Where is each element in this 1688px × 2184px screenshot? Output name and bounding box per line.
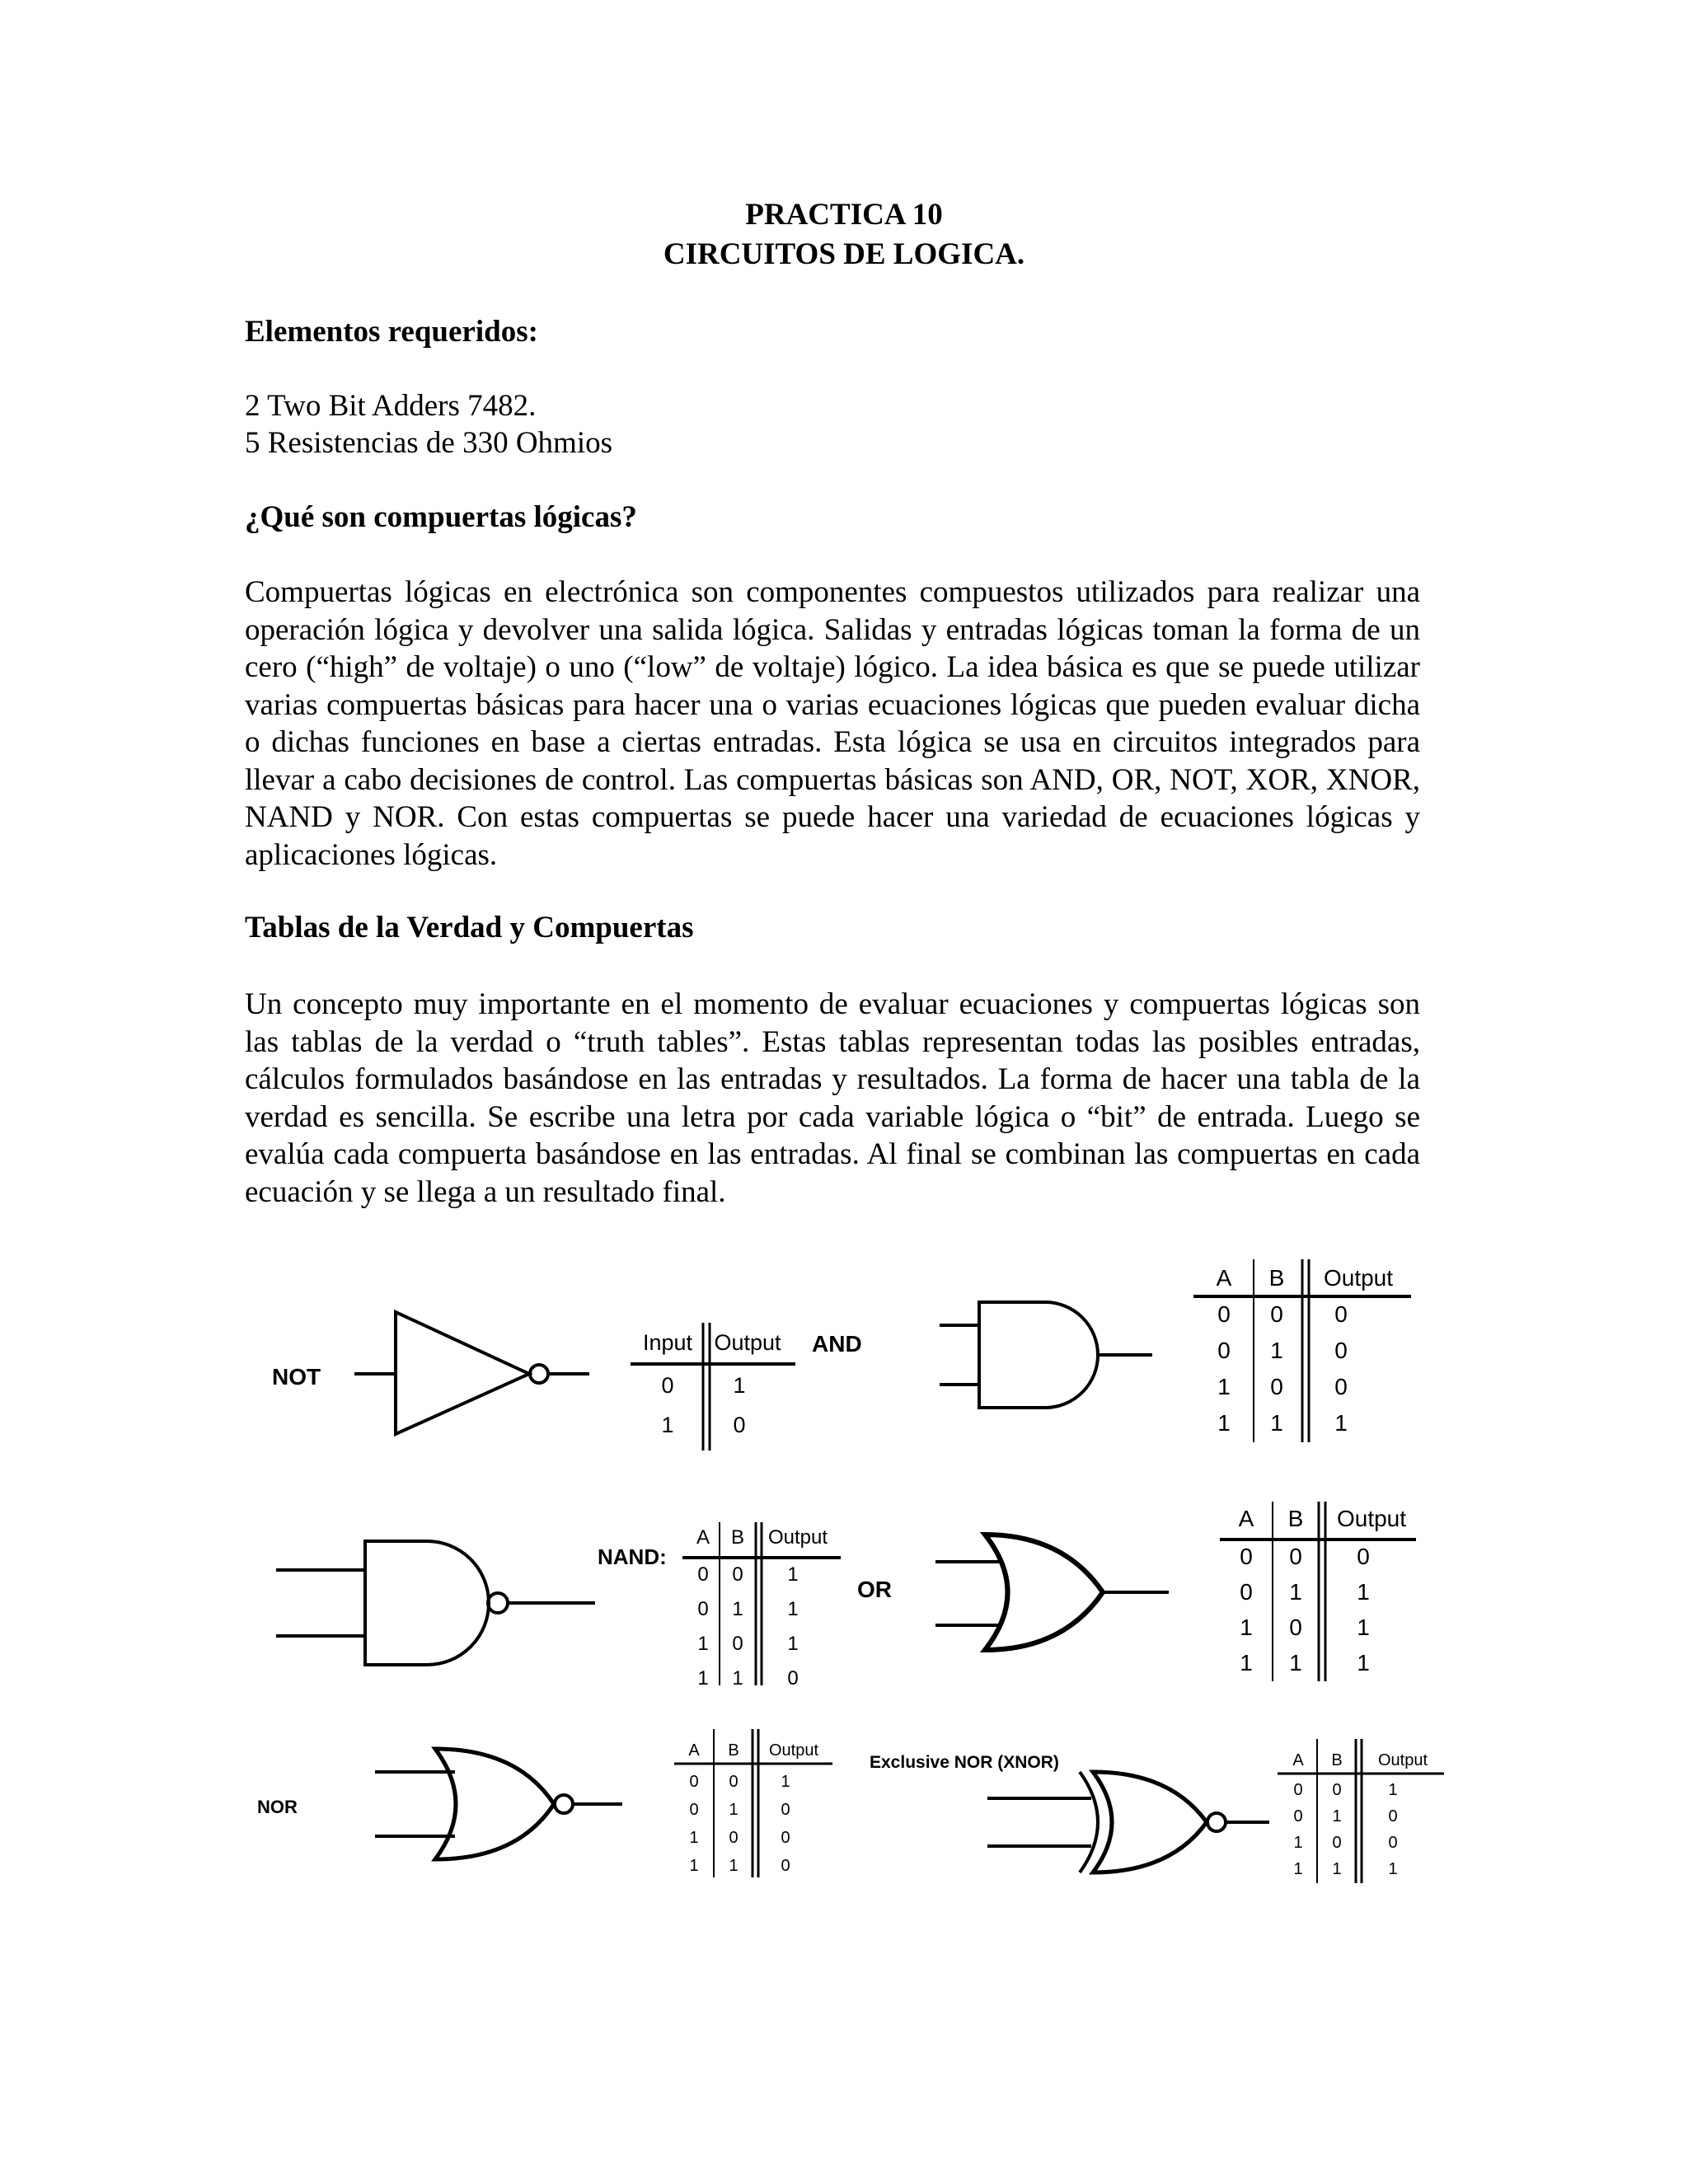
table-header: A — [688, 1741, 700, 1760]
table-cell: 1 — [732, 1598, 743, 1620]
xnor-truth-table — [1278, 1739, 1444, 1883]
or-gate-label: OR — [857, 1577, 892, 1602]
table-cell: 1 — [697, 1633, 709, 1655]
table-cell: 0 — [1217, 1338, 1231, 1363]
table-cell: 0 — [1332, 1834, 1342, 1852]
section-heading-gates: ¿Qué son compuertas lógicas? — [245, 500, 637, 534]
table-cell: 1 — [1270, 1410, 1283, 1436]
table-cell: 1 — [787, 1633, 799, 1655]
table-cell: 1 — [1388, 1781, 1398, 1799]
page-subtitle: CIRCUITOS DE LOGICA. — [663, 237, 1025, 271]
nor-truth-table — [674, 1729, 832, 1877]
table-header: B — [728, 1741, 739, 1760]
table-cell: 1 — [732, 1667, 743, 1690]
or-gate-symbol — [935, 1535, 1169, 1650]
table-cell: 0 — [1289, 1615, 1302, 1640]
table-cell: 0 — [1357, 1544, 1370, 1569]
table-cell: 1 — [1388, 1860, 1398, 1878]
table-cell: 0 — [1289, 1544, 1302, 1569]
table-cell: 1 — [1289, 1650, 1302, 1675]
table-cell: 0 — [729, 1773, 738, 1791]
and-gate-symbol — [940, 1302, 1152, 1408]
table-cell: 1 — [1332, 1807, 1342, 1825]
table-cell: 0 — [1217, 1301, 1231, 1327]
table-header: B — [1331, 1751, 1343, 1769]
table-cell: 0 — [689, 1801, 699, 1819]
table-cell: 1 — [1217, 1410, 1231, 1436]
table-cell: 1 — [1357, 1615, 1370, 1640]
table-cell: 0 — [1270, 1374, 1283, 1399]
table-cell: 1 — [689, 1829, 699, 1847]
not-gate-label: NOT — [272, 1364, 321, 1390]
not-gate-symbol — [354, 1312, 589, 1434]
table-cell: 1 — [787, 1598, 799, 1620]
table-header: A — [1292, 1751, 1304, 1769]
table-cell: 0 — [1334, 1374, 1348, 1399]
table-header: Output — [1377, 1751, 1428, 1769]
table-cell: 1 — [729, 1857, 738, 1875]
table-header: A — [696, 1526, 710, 1549]
nand-truth-table — [682, 1522, 841, 1690]
and-truth-table — [1193, 1259, 1411, 1442]
table-cell: 0 — [1334, 1301, 1348, 1327]
table-cell: 0 — [697, 1598, 709, 1620]
or-truth-table — [1220, 1502, 1416, 1681]
table-cell: 1 — [697, 1667, 709, 1690]
table-cell: 1 — [1357, 1579, 1370, 1605]
table-cell: 1 — [729, 1801, 738, 1819]
table-cell: 0 — [1293, 1781, 1303, 1799]
table-header: Input — [642, 1330, 693, 1355]
xnor-gate-label: Exclusive NOR (XNOR) — [870, 1753, 1059, 1772]
table-cell: 0 — [1270, 1301, 1283, 1327]
table-cell: 0 — [733, 1413, 746, 1437]
table-header: B — [1287, 1506, 1304, 1531]
table-header: B — [730, 1526, 745, 1549]
table-cell: 0 — [781, 1801, 790, 1819]
paragraph-gates: Compuertas lógicas en electrónica son componentes compuestos utilizados para realizar una operación lógica y devolver una salida lógica. Salidas y entradas lógicas toman la forma de un cero (“high” de voltaje) o uno (“low” de voltaje) lógico. La idea básica es que se puede utilizar varias compuertas básicas para hacer una o varias ecuaciones lógicas que pueden evaluar dicha o dichas funciones en base a ciertas entradas. Esta lógica se usa en circuitos integrados para llevar a cabo decisiones de control. Las compuertas básicas son AND, OR, NOT, XOR, XNOR, NAND y NOR. Con estas compuertas se puede hacer una variedad de ecuaciones lógicas y aplicaciones lógicas. — [245, 575, 1420, 872]
table-cell: 1 — [1293, 1834, 1303, 1852]
required-heading: Elementos requeridos: — [245, 315, 538, 349]
table-cell: 1 — [1293, 1860, 1303, 1878]
table-cell: 1 — [733, 1373, 746, 1398]
and-gate-label: AND — [812, 1331, 862, 1357]
table-cell: 0 — [732, 1633, 743, 1655]
table-header: Output — [768, 1741, 819, 1760]
table-header: B — [1268, 1265, 1285, 1291]
table-cell: 0 — [781, 1857, 790, 1875]
table-cell: 1 — [787, 1563, 799, 1586]
paragraph-truth-tables: Un concepto muy importante en el momento de evaluar ecuaciones y compuertas lógicas son las tablas de la verdad o “truth tables”. Estas tablas representan todas las posibles entradas, cálculos formulados basándose en las entradas y resultados. La forma de hacer una tabla de la verdad es sencilla. Se escribe una letra por cada variable lógica o “bit” de entrada. Luego se evalúa cada compuerta basándose en las entradas. Al final se combinan las compuertas en cada ecuación y se llega a un resultado final. — [245, 987, 1420, 1209]
table-cell: 0 — [1334, 1338, 1348, 1363]
table-header: Output — [1336, 1506, 1407, 1531]
table-cell: 1 — [689, 1857, 699, 1875]
table-header: A — [1216, 1265, 1232, 1291]
table-cell: 0 — [661, 1373, 674, 1398]
nor-gate-label: NOR — [257, 1797, 298, 1817]
nor-gate-symbol — [375, 1749, 622, 1859]
table-cell: 1 — [1240, 1615, 1253, 1640]
table-cell: 1 — [661, 1413, 674, 1437]
required-item: 5 Resistencias de 330 Ohmios — [245, 426, 613, 460]
table-cell: 0 — [1240, 1544, 1253, 1569]
required-item: 2 Two Bit Adders 7482. — [245, 389, 537, 423]
table-cell: 0 — [787, 1667, 799, 1690]
table-header: Output — [1323, 1265, 1394, 1291]
table-cell: 0 — [781, 1829, 790, 1847]
nand-gate-label: NAND: — [598, 1544, 667, 1569]
section-heading-truth-tables: Tablas de la Verdad y Compuertas — [245, 911, 694, 944]
xnor-gate-symbol — [987, 1772, 1269, 1872]
table-cell: 1 — [1357, 1650, 1370, 1675]
table-cell: 1 — [1289, 1579, 1302, 1605]
table-cell: 1 — [781, 1773, 790, 1791]
table-header: A — [1238, 1506, 1254, 1531]
table-cell: 1 — [1334, 1410, 1348, 1436]
nand-gate-symbol — [276, 1541, 595, 1665]
table-cell: 0 — [1240, 1579, 1253, 1605]
table-cell: 1 — [1270, 1338, 1283, 1363]
table-cell: 1 — [1240, 1650, 1253, 1675]
not-truth-table — [631, 1323, 795, 1451]
table-header: Output — [767, 1526, 828, 1549]
page-title: PRACTICA 10 — [745, 198, 943, 232]
table-cell: 0 — [1332, 1781, 1342, 1799]
table-cell: 0 — [729, 1829, 738, 1847]
table-cell: 0 — [1388, 1834, 1398, 1852]
table-cell: 0 — [697, 1563, 709, 1586]
table-cell: 0 — [689, 1773, 699, 1791]
table-cell: 1 — [1217, 1374, 1231, 1399]
table-cell: 1 — [1332, 1860, 1342, 1878]
table-cell: 0 — [1388, 1807, 1398, 1825]
table-cell: 0 — [1293, 1807, 1303, 1825]
table-header: Output — [714, 1330, 781, 1355]
table-cell: 0 — [732, 1563, 743, 1586]
